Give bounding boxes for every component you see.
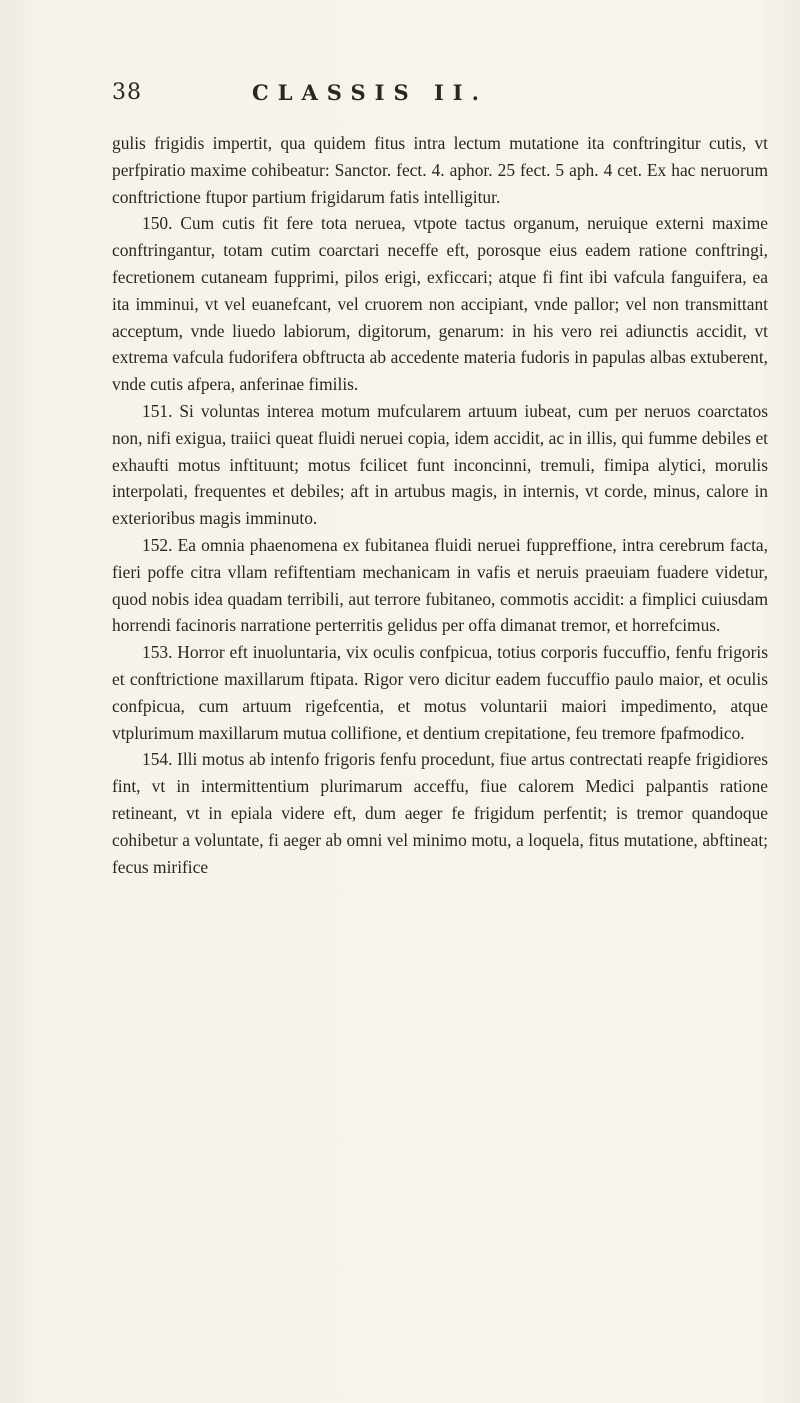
paragraph-152: 152. Ea omnia phaenomena ex fubitanea fluidi neruei fuppreffione, intra cerebrum facta, fieri poffe citra vllam refiftentiam mechanicam in vafis et neruis praeuiam fuadere videtur, quod nobis idea quadam terribili, aut terrore fubitaneo, commotis accidit: a fimplici cuiusdam horrendi facinoris narratione perterritis gelidus per offa dimanat tremor, et horrefcimus. <box>112 534 768 636</box>
paragraph-continuation: gulis frigidis impertit, qua quidem fitus intra lectum mutatione ita conftringitur cutis, vt perfpiratio maxime cohibeatur: Sanctor. fect. 4. aphor. 25 fect. 5 aph. 4 cet. Ex hac neruorum conftrictione ftupor partium frigidarum fatis intelligitur. <box>112 133 768 207</box>
page-number: 38 <box>112 80 142 105</box>
paragraph-151: 151. Si voluntas interea motum mufcularem artuum iubeat, cum per neruos coarctatos non, nifi exigua, traiici queat fluidi neruei copia, idem accidit, ac in illis, qui fumme debiles et exhaufti motus inftituunt; motus fcilicet funt inconcinni, tremuli, fimipa alytici, morulis interpolati, frequentes et debiles; aft in artubus magis, in internis, vt corde, minus, calore in exterioribus magis imminuto. <box>112 400 768 529</box>
running-head: CLASSIS II. <box>252 80 488 105</box>
page-header <box>112 80 712 120</box>
paragraph-150: 150. Cum cutis fit fere tota neruea, vtpote tactus organum, neruique externi maxime conftringantur, totam cutim coarctari neceffe eft, porosque eius eadem ratione conftringi, fecretionem cutaneam fupprimi, pilos erigi, exficcari; atque fi fint ibi vafcula fanguifera, ea ita imminui, vt vel euanefcant, vel cruorem non accipiant, vnde pallor; vel non transmittant acceptum, vnde liuedo labiorum, digitorum, genarum: in his vero rei adiunctis accidit, vt extrema vafcula fudorifera obftructa ab accedente materia fudoris in papulas albas extuberent, vnde cutis afpera, anferinae fimilis. <box>112 213 768 395</box>
paragraph-153: 153. Horror eft inuoluntaria, vix oculis confpicua, totius corporis fuccuffio, fenfu frigoris et conftrictione maxillarum ftipata. Rigor vero dicitur eadem fuccuffio paulo maior, et oculis confpicua, cum artuum rigefcentia, et motus voluntarii maiori impedimento, atque vtplurimum maxillarum mutua collifione, et dentium crepitatione, feu tremore fpafmodico. <box>112 642 768 743</box>
paragraph-154: 154. Illi motus ab intenfo frigoris fenfu procedunt, fiue artus contrectati reapfe frigidiores fint, vt in intermittentium plurimarum acceffu, fiue calorem Medici palpantis ratione retineant, vt in epiala videre eft, dum aeger fe frigidum perfentit; is tremor quandoque cohibetur a voluntate, fi aeger ab omni vel minimo motu, a loquela, fitus mutatione, abftineat; fecus mirifice <box>112 749 768 877</box>
body-text <box>112 130 768 880</box>
